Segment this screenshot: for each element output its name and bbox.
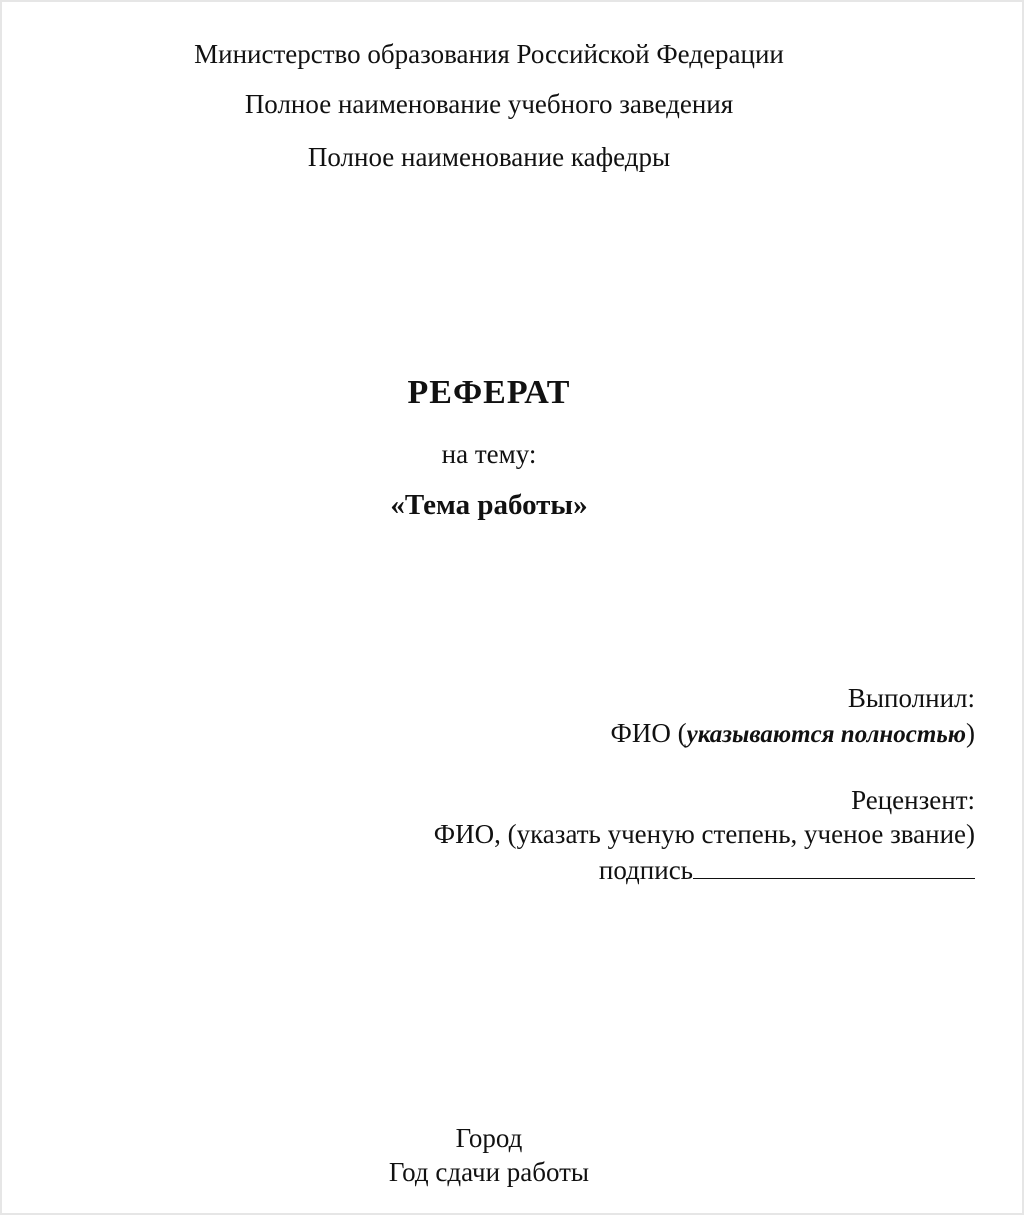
document-topic: «Тема работы» [390,489,588,521]
institution-heading: Полное наименование учебного заведения [244,89,734,119]
city-label: Город [455,1123,523,1153]
year-label: Год сдачи работы [388,1157,590,1187]
document-subtitle: на тему: [441,439,537,469]
reviewer-name: ФИО, (указать ученую степень, ученое звание) [433,819,975,849]
author-name-prefix: ФИО ( [610,718,687,748]
author-name [611,717,975,751]
reviewer-label: Рецензент: [851,785,975,815]
signature-label: подпись [598,855,693,885]
department-heading: Полное наименование кафедры [307,142,671,172]
signature-row [599,852,975,886]
author-name-suffix: ) [966,718,975,748]
author-label: Выполнил: [847,683,975,713]
signature-line [693,852,975,879]
author-name-note: указываются полностью [686,721,966,748]
ministry-heading: Министерство образования Российской Федерации [194,39,784,69]
document-title: РЕФЕРАТ [407,374,571,411]
